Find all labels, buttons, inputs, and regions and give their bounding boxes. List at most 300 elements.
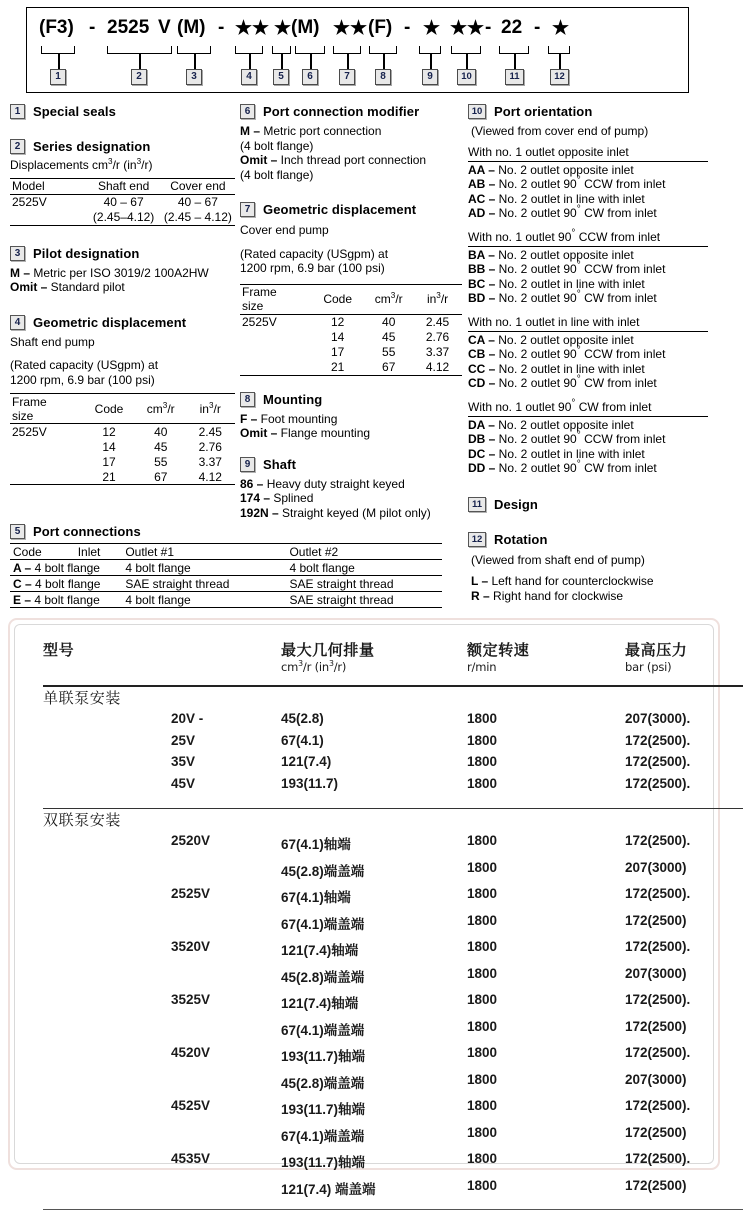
cell-displacement: 67(4.1)轴端 bbox=[281, 890, 351, 905]
cell-cover-end: (2.45 – 4.12) bbox=[161, 210, 235, 226]
pump-spec-table-panel bbox=[8, 618, 720, 1197]
table-row bbox=[10, 592, 442, 608]
section-title: Geometric displacement bbox=[263, 202, 417, 217]
table-row bbox=[43, 708, 743, 730]
callout-bracket bbox=[333, 46, 361, 54]
section-number-badge: 3 bbox=[10, 246, 25, 261]
table-row bbox=[10, 194, 235, 210]
item-key: BA – bbox=[468, 247, 495, 262]
cell-displacement: 67(4.1)端盖端 bbox=[281, 916, 365, 932]
col-header-displacement-unit: $cm^3/r$ $(in^3/r)$ bbox=[281, 659, 347, 674]
cell-displacement: 193(11.7) bbox=[281, 775, 339, 791]
rated-capacity-note-line1: (Rated capacity (USgpm) at bbox=[240, 246, 389, 261]
item-value: Standard pilot bbox=[47, 280, 125, 294]
cell-cm3r: 45 bbox=[154, 439, 168, 454]
callout-bracket bbox=[295, 46, 325, 54]
col-header-code: Code bbox=[82, 394, 136, 424]
item-key: CD – bbox=[468, 376, 496, 390]
cell-rated-speed: 1800 bbox=[467, 1018, 498, 1034]
col-header-code: Code Inlet bbox=[10, 544, 122, 560]
callout-number-badge: 1 bbox=[50, 69, 66, 85]
item-key: L – bbox=[471, 574, 489, 588]
divider bbox=[468, 161, 708, 162]
item-value-tail: CCW from inlet bbox=[580, 177, 666, 191]
cell-in3r: 3.37 bbox=[425, 345, 450, 359]
cell-in3r: 4.12 bbox=[186, 469, 236, 485]
callout-number-badge: 7 bbox=[339, 69, 355, 85]
cell-max-pressure: 172(2500). bbox=[625, 775, 691, 791]
item-key: BB – bbox=[468, 262, 496, 276]
table-row bbox=[10, 210, 235, 226]
item-key: R – bbox=[471, 588, 490, 603]
table-group-header bbox=[43, 809, 743, 830]
section-number-badge: 11 bbox=[468, 497, 486, 512]
cell-cm3r: 40 bbox=[154, 424, 168, 439]
col-header-outlet2: Outlet #2 bbox=[286, 544, 442, 560]
list-item bbox=[468, 333, 708, 348]
item-value-tail: CW from inlet bbox=[580, 376, 657, 390]
table-row bbox=[43, 1016, 743, 1043]
cell-displacement: 121(7.4) bbox=[281, 754, 332, 769]
callout-stem bbox=[347, 54, 349, 69]
callout-number-badge: 4 bbox=[241, 69, 257, 85]
cell-code-inlet: A – 4 bolt flange bbox=[10, 560, 122, 576]
cell-max-pressure: 172(2500). bbox=[625, 1045, 691, 1060]
table-row bbox=[10, 439, 235, 454]
callout-bracket bbox=[41, 46, 75, 54]
model-code-token: - bbox=[485, 17, 492, 38]
model-code-token: - bbox=[404, 17, 411, 38]
model-code-token: ★ bbox=[552, 18, 570, 39]
cell-displacement: 45(2.8)端盖端 bbox=[281, 969, 365, 985]
section-geometric-displacement-cover bbox=[240, 202, 462, 217]
item-value: Splined bbox=[270, 491, 314, 505]
cell-max-pressure: 172(2500) bbox=[625, 1124, 687, 1140]
section-title: Port connections bbox=[33, 524, 141, 539]
cover-end-displacement-table bbox=[240, 284, 462, 376]
cover-end-pump-label: Cover end pump bbox=[240, 223, 329, 237]
cell-shaft-end: 40 – 67 bbox=[103, 195, 144, 209]
cell-outlet2: SAE straight thread bbox=[286, 592, 442, 608]
degree-symbol: ° bbox=[576, 204, 581, 215]
item-value: No. 2 outlet 90 bbox=[495, 461, 577, 475]
list-item bbox=[468, 262, 708, 277]
item-value: Inch thread port connection bbox=[277, 153, 427, 167]
cell-outlet2: 4 bolt flange bbox=[286, 560, 442, 576]
item-key: AB – bbox=[468, 177, 496, 191]
displacements-units-note: Displacements $cm^3/r$ $(in^3/r)$ bbox=[10, 157, 153, 172]
cell-frame-size: 2525V bbox=[12, 424, 47, 439]
callout-stem bbox=[466, 54, 468, 69]
table-row bbox=[43, 1122, 743, 1149]
item-value: No. 2 outlet opposite inlet bbox=[494, 162, 634, 177]
item-key: AC – bbox=[468, 191, 496, 206]
callout-number-badge: 12 bbox=[550, 69, 569, 85]
callout-number-badge: 3 bbox=[186, 69, 202, 85]
group-label: 单联泵安装 bbox=[43, 690, 122, 707]
callout-stem bbox=[559, 54, 561, 69]
port-orientation-groups bbox=[468, 145, 708, 476]
section-shaft bbox=[240, 457, 462, 472]
model-code-token: ★ bbox=[274, 18, 292, 39]
col-header-frame-size: Frame size bbox=[10, 394, 82, 424]
list-item bbox=[10, 266, 235, 281]
table-row bbox=[10, 424, 235, 440]
shaft-end-pump-label: Shaft end pump bbox=[10, 334, 95, 349]
cell-rated-speed: 1800 bbox=[467, 1045, 498, 1060]
section-title: Special seals bbox=[33, 104, 116, 119]
cell-code-inlet: C – 4 bolt flange bbox=[10, 576, 122, 592]
section-geometric-displacement-shaft bbox=[10, 315, 235, 330]
model-code-token: ★★ bbox=[235, 18, 270, 39]
table-row bbox=[43, 910, 743, 937]
cell-in3r: 2.76 bbox=[425, 330, 450, 344]
callout-number-badge: 8 bbox=[375, 69, 391, 85]
section-title: Design bbox=[494, 496, 538, 512]
model-code-token: (M) bbox=[291, 17, 320, 38]
divider bbox=[468, 246, 708, 247]
cell-max-pressure: 207(3000) bbox=[625, 859, 687, 875]
item-key: BC – bbox=[468, 276, 496, 291]
cell-outlet1: 4 bolt flange bbox=[122, 560, 286, 576]
port-orientation-group bbox=[468, 227, 708, 306]
rotation-list bbox=[468, 574, 708, 603]
port-orientation-group bbox=[468, 145, 708, 221]
section-title: Port connection modifier bbox=[263, 104, 420, 119]
degree-symbol: ° bbox=[576, 374, 581, 385]
item-value: No. 2 outlet opposite inlet bbox=[494, 247, 634, 262]
cell-frame-size bbox=[10, 469, 82, 485]
table-row bbox=[43, 1095, 743, 1122]
cell-model: 3520V bbox=[171, 939, 211, 954]
list-item-cont: (4 bolt flange) bbox=[240, 138, 314, 153]
list-item bbox=[468, 277, 708, 292]
cell-model bbox=[43, 963, 281, 990]
cell-rated-speed: 1800 bbox=[467, 886, 498, 901]
section-number-badge: 5 bbox=[10, 524, 25, 539]
cell-in3r: 2.45 bbox=[198, 424, 222, 439]
item-key: Omit – bbox=[240, 426, 278, 440]
list-item bbox=[468, 248, 708, 263]
item-value: No. 2 outlet in line with inlet bbox=[495, 361, 645, 376]
item-key: AD – bbox=[468, 206, 496, 220]
model-code-token: V bbox=[158, 17, 171, 38]
degree-symbol: ° bbox=[576, 260, 581, 271]
table-row bbox=[43, 773, 743, 795]
model-code-token: - bbox=[89, 17, 96, 38]
cell-outlet1: 4 bolt flange bbox=[122, 592, 286, 608]
cell-rated-speed: 1800 bbox=[467, 775, 498, 791]
section-number-badge: 1 bbox=[10, 104, 25, 119]
section-number-badge: 12 bbox=[468, 532, 486, 547]
col-header-max-displacement: 最大几何排量 $cm^3/r$ $(in^3/r)$ bbox=[281, 639, 467, 676]
port-orientation-group-caption: With no. 1 outlet 90° CW from inlet bbox=[468, 397, 652, 414]
degree-symbol: ° bbox=[571, 397, 576, 409]
list-item bbox=[240, 491, 462, 506]
item-value: No. 2 outlet opposite inlet bbox=[494, 332, 634, 347]
col-header-speed-unit: r/min bbox=[467, 660, 497, 674]
callout-stem bbox=[139, 54, 141, 69]
col-header-cm3r: $cm^3/r$ bbox=[136, 394, 186, 424]
item-key: CA – bbox=[468, 332, 495, 347]
item-key: 86 – bbox=[240, 476, 264, 491]
callout-stem bbox=[281, 54, 283, 69]
port-connections-table bbox=[10, 543, 442, 608]
rated-capacity-note-line2: 1200 rpm, 6.9 bar (100 psi) bbox=[240, 261, 385, 275]
cell-max-pressure: 172(2500). bbox=[625, 833, 691, 848]
cell-displacement: 193(11.7)轴端 bbox=[281, 1155, 366, 1170]
section-title: Pilot designation bbox=[33, 245, 140, 261]
cell-outlet2: SAE straight thread bbox=[286, 576, 442, 592]
table-row bbox=[43, 936, 743, 963]
callout-bracket bbox=[451, 46, 481, 54]
cell-code: 17 bbox=[330, 345, 345, 359]
model-code-token: ★ bbox=[423, 18, 441, 39]
cell-frame-size bbox=[10, 454, 82, 469]
item-key: DB – bbox=[468, 432, 496, 446]
table-row bbox=[43, 963, 743, 990]
item-value: Right hand for clockwise bbox=[489, 588, 624, 603]
cell-rated-speed: 1800 bbox=[467, 711, 498, 726]
item-key: Omit – bbox=[240, 153, 278, 167]
callout-number-badge: 10 bbox=[457, 69, 476, 85]
port-orientation-group-caption: With no. 1 outlet in line with inlet bbox=[468, 314, 640, 329]
section-title: Geometric displacement bbox=[33, 314, 187, 330]
rated-capacity-note-line1: (Rated capacity (USgpm) at bbox=[10, 358, 159, 372]
cell-rated-speed: 1800 bbox=[467, 1098, 498, 1113]
section-title: Rotation bbox=[494, 531, 548, 547]
list-item bbox=[468, 206, 708, 221]
item-value: No. 2 outlet 90 bbox=[495, 347, 577, 361]
model-code-token: (F3) bbox=[39, 17, 74, 38]
item-key: DD – bbox=[468, 461, 496, 475]
cell-max-pressure: 172(2500). bbox=[625, 754, 691, 769]
table-row bbox=[43, 830, 743, 857]
callout-stem bbox=[514, 54, 516, 69]
callout-number-badge: 11 bbox=[505, 69, 524, 85]
section-port-connections bbox=[10, 524, 450, 608]
cell-model: 25V bbox=[171, 732, 196, 748]
col-header-cm3r: $cm^3/r$ bbox=[364, 284, 413, 314]
cell-in3r: 2.76 bbox=[198, 439, 222, 454]
divider bbox=[468, 331, 708, 332]
cell-displacement: 67(4.1)端盖端 bbox=[281, 1128, 365, 1144]
cell-cm3r: 40 bbox=[382, 315, 396, 329]
item-value: No. 2 outlet 90 bbox=[495, 206, 577, 220]
callout-number-badge: 9 bbox=[422, 69, 438, 85]
list-item bbox=[468, 192, 708, 207]
cell-cm3r: 67 bbox=[136, 469, 186, 485]
group-label: 双联泵安装 bbox=[43, 812, 122, 829]
pump-spec-table-inner bbox=[14, 624, 714, 1197]
cell-frame-size: 2525V bbox=[242, 315, 277, 329]
cell-displacement: 121(7.4) 端盖端 bbox=[281, 1181, 376, 1197]
cell-frame-size bbox=[240, 360, 311, 376]
section-number-badge: 8 bbox=[240, 392, 255, 407]
list-item bbox=[471, 589, 708, 604]
table-row bbox=[43, 730, 743, 752]
item-key: DC – bbox=[468, 446, 496, 461]
callout-bracket bbox=[499, 46, 529, 54]
col-header-cover-end: Cover end bbox=[161, 178, 235, 194]
list-item bbox=[240, 506, 462, 521]
section-title: Series designation bbox=[33, 139, 151, 154]
item-key: CC – bbox=[468, 361, 496, 376]
cell-model bbox=[43, 1175, 281, 1202]
shaft-list bbox=[240, 477, 462, 521]
section-pilot-designation bbox=[10, 246, 235, 261]
item-value-tail: CW from inlet bbox=[580, 291, 657, 305]
cell-code: 12 bbox=[102, 424, 116, 439]
item-value: No. 2 outlet 90 bbox=[495, 376, 577, 390]
model-code-token: 22 bbox=[501, 17, 523, 38]
pump-spec-table-body bbox=[43, 686, 743, 1210]
table-row bbox=[43, 1042, 743, 1069]
item-value: Metric port connection bbox=[260, 124, 382, 138]
units-middle: /r (in bbox=[112, 158, 137, 172]
cell-cm3r: 55 bbox=[154, 454, 168, 469]
mounting-list bbox=[240, 412, 462, 441]
cell-model bbox=[43, 1016, 281, 1043]
cell-shaft-end: (2.45–4.12) bbox=[87, 210, 161, 226]
list-item bbox=[468, 362, 708, 377]
list-item bbox=[468, 376, 708, 391]
degree-symbol: ° bbox=[576, 175, 581, 186]
cell-model: 2525V bbox=[12, 195, 47, 209]
item-key: BD – bbox=[468, 291, 496, 305]
cell-max-pressure: 207(3000) bbox=[625, 965, 687, 981]
section-number-badge: 4 bbox=[10, 315, 25, 330]
cell-displacement: 67(4.1) bbox=[281, 732, 324, 748]
list-item bbox=[471, 574, 708, 589]
item-value: No. 2 outlet in line with inlet bbox=[495, 191, 645, 206]
col-header-code: Code bbox=[311, 284, 364, 314]
cell-max-pressure: 172(2500). bbox=[625, 1151, 691, 1166]
list-item-cont: (4 bolt flange) bbox=[240, 167, 314, 182]
callout-bracket bbox=[272, 46, 291, 54]
section-number-badge: 7 bbox=[240, 202, 255, 217]
cell-model: 4520V bbox=[171, 1045, 211, 1060]
table-row bbox=[43, 989, 743, 1016]
col-header-pressure-unit: bar (psi) bbox=[625, 660, 672, 674]
port-orientation-group-caption: With no. 1 outlet opposite inlet bbox=[468, 144, 629, 159]
callout-stem bbox=[430, 54, 432, 69]
callout-stem bbox=[249, 54, 251, 69]
list-item bbox=[240, 153, 462, 168]
item-key: M – bbox=[240, 124, 261, 138]
table-row bbox=[10, 576, 442, 592]
cell-max-pressure: 207(3000). bbox=[625, 711, 691, 726]
pump-spec-table bbox=[43, 639, 743, 1210]
port-orientation-group bbox=[468, 397, 708, 476]
cell-displacement: 193(11.7)轴端 bbox=[281, 1102, 366, 1117]
list-item bbox=[468, 177, 708, 192]
item-value: No. 2 outlet in line with inlet bbox=[495, 446, 645, 461]
cell-rated-speed: 1800 bbox=[467, 1124, 498, 1140]
model-code-token: - bbox=[218, 17, 225, 38]
cell-rated-speed: 1800 bbox=[467, 754, 498, 769]
cell-in3r: 4.12 bbox=[413, 360, 462, 376]
cell-displacement: 193(11.7)轴端 bbox=[281, 1049, 366, 1064]
model-code-token: (M) bbox=[177, 17, 206, 38]
col-header-in3r: $in^3/r$ bbox=[413, 284, 462, 314]
item-value: No. 2 outlet 90 bbox=[495, 262, 577, 276]
section-port-connection-modifier bbox=[240, 104, 462, 119]
list-item bbox=[10, 280, 235, 295]
item-value-tail: CCW from inlet bbox=[580, 262, 666, 276]
item-key: Omit – bbox=[10, 280, 48, 294]
shaft-end-displacement-table bbox=[10, 393, 235, 485]
cell-displacement: 67(4.1)端盖端 bbox=[281, 1022, 365, 1038]
callout-stem bbox=[58, 54, 60, 69]
cell-cm3r: 45 bbox=[382, 330, 396, 344]
section-special-seals bbox=[10, 104, 235, 119]
cell-in3r: 2.45 bbox=[425, 315, 450, 329]
port-orientation-group bbox=[468, 315, 708, 391]
cell-outlet1: SAE straight thread bbox=[122, 576, 286, 592]
cell-model: 20V - bbox=[171, 711, 204, 726]
table-row bbox=[43, 751, 743, 773]
list-item bbox=[468, 418, 708, 433]
table-row bbox=[43, 1148, 743, 1175]
list-item bbox=[468, 291, 708, 306]
cell-model: 3525V bbox=[171, 992, 211, 1007]
cell-rated-speed: 1800 bbox=[467, 939, 498, 954]
list-item bbox=[468, 347, 708, 362]
item-value-tail: CW from inlet bbox=[580, 206, 657, 220]
cell-rated-speed: 1800 bbox=[467, 1151, 498, 1166]
cell-displacement: 121(7.4)轴端 bbox=[281, 943, 359, 958]
cell-code: 14 bbox=[330, 330, 345, 344]
callout-bracket bbox=[107, 46, 172, 54]
col-header-outlet1: Outlet #1 bbox=[122, 544, 286, 560]
cell-frame-size bbox=[240, 330, 311, 345]
callout-bracket bbox=[548, 46, 570, 54]
cell-code: 21 bbox=[311, 360, 364, 376]
cell-code-inlet: E – 4 bolt flange bbox=[10, 592, 122, 608]
list-item bbox=[468, 461, 708, 476]
cell-model: 2525V bbox=[171, 886, 211, 901]
list-item bbox=[468, 447, 708, 462]
callout-bracket bbox=[419, 46, 441, 54]
cell-model: 4535V bbox=[171, 1151, 211, 1166]
item-value: Flange mounting bbox=[277, 426, 371, 440]
item-key: M – bbox=[10, 265, 31, 280]
cell-cm3r: 67 bbox=[364, 360, 413, 376]
list-item bbox=[468, 432, 708, 447]
port-orientation-note: (Viewed from cover end of pump) bbox=[471, 124, 649, 138]
cell-model: 35V bbox=[171, 754, 196, 769]
rated-capacity-note-line2: 1200 rpm, 6.9 bar (100 psi) bbox=[10, 372, 155, 387]
callout-stem bbox=[310, 54, 312, 69]
cell-model: 45V bbox=[171, 775, 196, 791]
col-header-in3r: $in^3/r$ bbox=[186, 394, 236, 424]
units-prefix: Displacements cm bbox=[10, 158, 109, 172]
divider bbox=[468, 416, 708, 417]
callout-bracket bbox=[235, 46, 263, 54]
spacer-row bbox=[43, 794, 743, 808]
col-header-inlet: Inlet bbox=[77, 544, 101, 559]
section-port-orientation bbox=[468, 104, 708, 119]
cell-max-pressure: 172(2500). bbox=[625, 886, 691, 901]
callout-bracket bbox=[369, 46, 397, 54]
cell-displacement: 67(4.1)轴端 bbox=[281, 837, 351, 852]
series-designation-table bbox=[10, 178, 235, 226]
item-key: DA – bbox=[468, 417, 495, 432]
section-design bbox=[468, 497, 708, 512]
cell-model bbox=[43, 1122, 281, 1149]
col-header-shaft-end: Shaft end bbox=[87, 178, 161, 194]
